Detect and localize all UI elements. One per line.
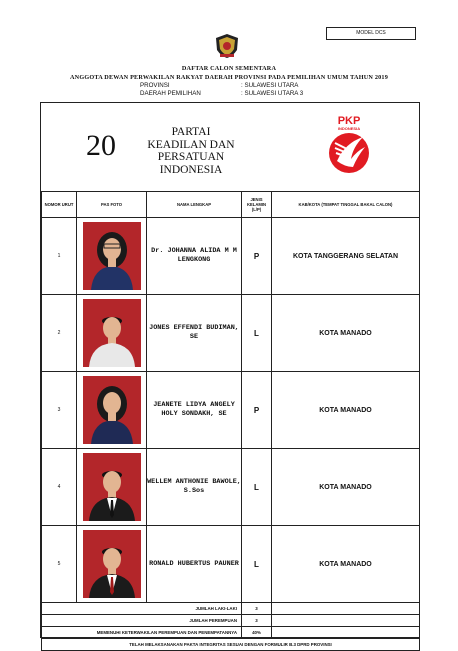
- candidate-name: WELLEM ANTHONIE BAWOLE, S.Sos: [147, 449, 242, 526]
- candidate-sex: L: [242, 526, 272, 603]
- candidate-city: KOTA MANADO: [272, 526, 420, 603]
- dapil-label: DAERAH PEMILIHAN: [140, 90, 201, 97]
- party-name-line2: PERSATUAN: [157, 151, 225, 163]
- candidate-city: KOTA MANADO: [272, 449, 420, 526]
- pkp-logo-text: PKP: [337, 115, 361, 127]
- col-header-city: KAB/KOTA (TEMPAT TINGGAL BAKAL CALON): [272, 192, 420, 218]
- party-number: 20: [86, 129, 116, 162]
- row-number: 1: [42, 218, 77, 295]
- col-header-no: NOMOR URUT: [42, 192, 77, 218]
- table-row: [42, 295, 420, 372]
- row-number: 4: [42, 449, 77, 526]
- candidate-photo: [83, 222, 141, 290]
- candidate-city: KOTA MANADO: [272, 372, 420, 449]
- sum-male-label: JUMLAH LAKI-LAKI: [42, 603, 242, 615]
- candidate-photo: [83, 530, 141, 598]
- party-name-line1: PARTAI KEADILAN DAN: [147, 126, 235, 151]
- col-header-photo: PAS FOTO: [77, 192, 147, 218]
- candidate-name: RONALD HUBERTUS PAUNER: [147, 526, 242, 603]
- candidate-sheet: [40, 102, 420, 647]
- provinsi-value: : SULAWESI UTARA: [241, 82, 299, 89]
- row-number: 2: [42, 295, 77, 372]
- candidate-photo: [83, 453, 141, 521]
- sum-male-row: [42, 603, 420, 615]
- quota-value: 40%: [242, 627, 272, 639]
- candidate-name: Dr. JOHANNA ALIDA M M LENGKONG: [147, 218, 242, 295]
- candidate-sex: P: [242, 372, 272, 449]
- quota-label: MEMENUHI KETERWAKILAN PEREMPUAN DAN PENEMPATANNYA: [42, 627, 242, 639]
- table-row: [42, 218, 420, 295]
- sum-female-label: JUMLAH PEREMPUAN: [42, 615, 242, 627]
- dapil-value: : SULAWESI UTARA 3: [241, 90, 304, 97]
- candidate-sex: P: [242, 218, 272, 295]
- candidate-table: [41, 191, 420, 651]
- row-number: 3: [42, 372, 77, 449]
- pakta-text: TELAH MELAKSANAKAN PAKTA INTEGRITAS SESUAI DENGAN FORMULIR B.3 DPRD PROVINSI: [42, 639, 420, 651]
- doc-title: DAFTAR CALON SEMENTARA: [181, 65, 277, 72]
- row-number: 5: [42, 526, 77, 603]
- doc-subtitle: ANGGOTA DEWAN PERWAKILAN RAKYAT DAERAH PROVINSI PADA PEMILIHAN UMUM TAHUN 2019: [69, 74, 388, 81]
- party-name-line3: INDONESIA: [159, 163, 223, 176]
- col-header-name: NAMA LENGKAP: [147, 192, 242, 218]
- candidate-photo: [83, 299, 141, 367]
- sum-female-value: 3: [242, 615, 272, 627]
- sum-female-row: [42, 615, 420, 627]
- pkp-logo-subtext: INDONESIA: [337, 126, 361, 131]
- provinsi-label: PROVINSI: [140, 82, 170, 89]
- party-header: [41, 103, 419, 192]
- pakta-row: [42, 639, 420, 651]
- candidate-sex: L: [242, 295, 272, 372]
- table-row: [42, 449, 420, 526]
- candidate-city: KOTA MANADO: [272, 295, 420, 372]
- quota-row: [42, 627, 420, 639]
- party-name: [146, 126, 236, 176]
- candidate-photo: [83, 376, 141, 444]
- candidate-name: JEANETE LIDYA ANGELY HOLY SONDAKH, SE: [147, 372, 242, 449]
- candidate-sex: L: [242, 449, 272, 526]
- kpu-logo-icon: [213, 33, 241, 59]
- model-label: MODEL DCS: [326, 27, 416, 40]
- sum-male-value: 3: [242, 603, 272, 615]
- table-row: [42, 372, 420, 449]
- pkp-logo-icon: [323, 113, 375, 175]
- candidate-name: JONES EFFENDI BUDIMAN, SE: [147, 295, 242, 372]
- table-header-row: [42, 192, 420, 218]
- col-header-sex: JENIS KELAMIN (L/P): [242, 192, 272, 218]
- table-row: [42, 526, 420, 603]
- candidate-city: KOTA TANGGERANG SELATAN: [272, 218, 420, 295]
